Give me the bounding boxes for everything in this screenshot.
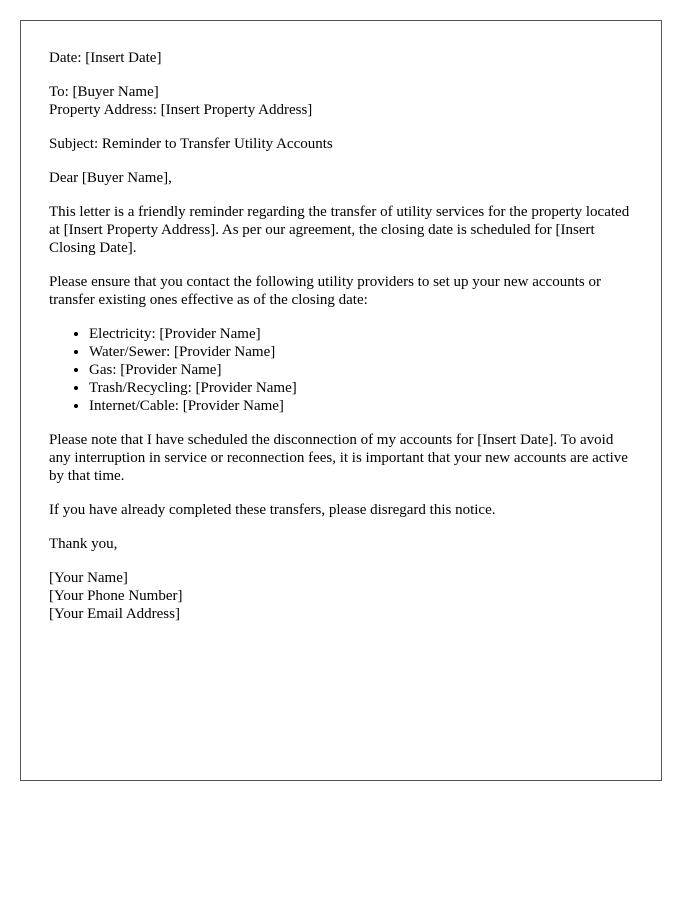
closing-line: Thank you, [49,536,118,552]
recipient-block [49,83,633,119]
property-address-line: Property Address: [Insert Property Address] [49,102,313,118]
letter-page [20,20,662,781]
list-item: • Water/Sewer: [Provider Name] [89,343,633,361]
utility-provider-list [49,325,633,415]
list-item: • Electricity: [Provider Name] [89,325,633,343]
signature-name: [Your Name] [49,570,128,586]
salutation: Dear [Buyer Name], [49,170,172,186]
instructions-paragraph: Please ensure that you contact the following utility providers to set up your new accounts or transfer existing ones effective as of the closing date: [49,274,601,308]
list-item: • Gas: [Provider Name] [89,361,633,379]
recipient-line: To: [Buyer Name] [49,84,159,100]
subject-line: Subject: Reminder to Transfer Utility Accounts [49,136,333,152]
list-item: • Internet/Cable: [Provider Name] [89,397,633,415]
intro-paragraph: This letter is a friendly reminder regarding the transfer of utility services for the property located at [Insert Property Address]. As per our agreement, the closing date is scheduled for [Insert Closing Date]. [49,204,630,256]
list-item: • Trash/Recycling: [Provider Name] [89,379,633,397]
date-line: Date: [Insert Date] [49,50,162,66]
signature-email: [Your Email Address] [49,606,180,622]
disregard-paragraph: If you have already completed these transfers, please disregard this notice. [49,502,496,518]
disconnection-paragraph: Please note that I have scheduled the disconnection of my accounts for [Insert Date]. To avoid any interruption in service or reconnection fees, it is important that your new accounts are active by that time. [49,432,628,484]
signature-phone: [Your Phone Number] [49,588,183,604]
signature-block [49,569,633,623]
